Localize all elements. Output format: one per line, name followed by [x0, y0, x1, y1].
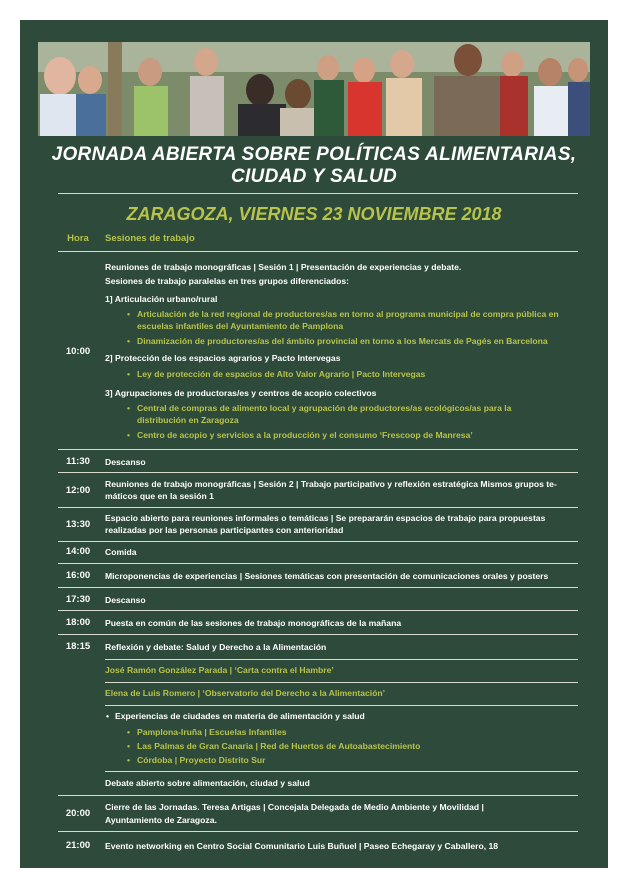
divider [105, 682, 578, 683]
group1-item-1: • Articulación de la red regional de productores/as en torno al programa municipal de compra pública en [137, 309, 559, 320]
speaker-2: Elena de Luis Romero | ‘Observatorio del Derecho a la Alimentación’ [105, 688, 386, 698]
row-1200-line1: Reuniones de trabajo monográficas | Sesión 2 | Trabajo participativo y reflexión estratégica Mismos grupos te- [105, 479, 557, 489]
session1-intro: Reuniones de trabajo monográficas | Sesión 1 | Presentación de experiencias y debate. [105, 262, 462, 272]
hour-1330: 13:30 [65, 519, 91, 530]
hour-1600: 16:00 [65, 570, 91, 581]
open-debate: Debate abierto sobre alimentación, ciudad y salud [105, 778, 310, 788]
divider [105, 659, 578, 660]
session1-intro-2: Sesiones de trabajo paralelas en tres grupos diferenciados: [105, 276, 350, 286]
header-photo [38, 42, 590, 136]
group1-item-2: • Dinamización de productores/as del ámbito provincial en torno a los Mercats de Pagés en Barcelona [137, 336, 548, 347]
group3-item-1-cont: distribución en Zaragoza [137, 415, 239, 425]
row-1200-line2: máticos que en la sesión 1 [105, 491, 214, 501]
crowd-photo-illustration [38, 42, 590, 136]
row-1330-line2: realizadas por las personas participantes con anterioridad [105, 525, 344, 535]
row-1800-text: Puesta en común de las sesiones de trabajo monográficas de la mañana [105, 618, 402, 628]
group1-item-1-cont: escuelas infantiles del Ayuntamiento de Pamplona [137, 321, 344, 331]
experience-1: • Pamplona-Iruña | Escuelas Infantiles [137, 727, 287, 738]
group2-title: 2] Protección de los espacios agrarios y Pacto Intervegas [105, 353, 341, 363]
hour-1800: 18:00 [65, 617, 91, 628]
experiences-title: • Experiencias de ciudades en materia de alimentación y salud [115, 711, 365, 722]
divider [58, 472, 578, 473]
group1-title: 1] Articulación urbano/rural [105, 294, 218, 304]
speaker-1: José Ramón González Parada | ‘Carta contra el Hambre’ [105, 665, 334, 675]
event-title [30, 144, 598, 188]
table-header [58, 230, 578, 252]
divider [58, 587, 578, 588]
poster [20, 20, 608, 868]
hour-2000: 20:00 [65, 808, 91, 819]
divider [58, 795, 578, 796]
experience-3: • Córdoba | Proyecto Distrito Sur [137, 755, 265, 766]
row-1400-text: Comida [105, 547, 137, 557]
divider [58, 831, 578, 832]
group3-item-1: • Central de compras de alimento local y agrupación de productores/as ecológicos/as para la [137, 403, 511, 414]
divider [58, 507, 578, 508]
row-2100-text: Evento networking en Centro Social Comunitario Luis Buñuel | Paseo Echegaray y Caballero, 18 [105, 841, 499, 851]
hour-1200: 12:00 [65, 485, 91, 496]
hour-1130: 11:30 [66, 456, 90, 467]
hour-2100: 21:00 [65, 840, 91, 851]
divider [58, 563, 578, 564]
header-hour: Hora [67, 233, 89, 244]
title-line-1: JORNADA ABIERTA SOBRE POLÍTICAS ALIMENTARIAS, [51, 144, 577, 165]
row-1130-text: Descanso [105, 457, 146, 467]
row-2000-line1: Cierre de las Jornadas. Teresa Artigas | Concejala Delegada de Medio Ambiente y Movilidad | [105, 802, 484, 812]
group3-title: 3] Agrupaciones de productoras/es y centros de acopio colectivos [105, 388, 377, 398]
group3-item-2: • Centro de acopio y servicios a la producción y el consumo ‘Frescoop de Manresa’ [137, 430, 473, 441]
row-2000-line2: Ayuntamiento de Zaragoza. [105, 815, 217, 825]
divider [58, 449, 578, 450]
hour-1730: 17:30 [65, 594, 91, 605]
divider [58, 541, 578, 542]
hour-1000: 10:00 [65, 346, 91, 357]
reflection-title: Reflexión y debate: Salud y Derecho a la Alimentación [105, 642, 327, 652]
experience-2: • Las Palmas de Gran Canaria | Red de Huertos de Autoabastecimiento [137, 741, 420, 752]
title-divider [58, 193, 578, 194]
divider [58, 251, 578, 252]
divider [105, 771, 578, 772]
row-1600-text: Microponencias de experiencias | Sesiones temáticas con presentación de comunicaciones orales y posters [105, 571, 549, 581]
group2-item-1: • Ley de protección de espacios de Alto Valor Agrario | Pacto Intervegas [137, 369, 425, 380]
header-sessions: Sesiones de trabajo [105, 233, 195, 244]
event-date: ZARAGOZA, VIERNES 23 NOVIEMBRE 2018 [126, 204, 502, 224]
row-1730-text: Descanso [105, 595, 146, 605]
title-line-2: CIUDAD Y SALUD [230, 166, 398, 187]
row-1330-line1: Espacio abierto para reuniones informales o temáticas | Se prepararán espacios de trabajo para propuestas [105, 513, 546, 523]
divider [58, 610, 578, 611]
hour-1815: 18:15 [65, 641, 91, 652]
hour-1400: 14:00 [65, 546, 91, 557]
divider [105, 705, 578, 706]
divider [58, 634, 578, 635]
